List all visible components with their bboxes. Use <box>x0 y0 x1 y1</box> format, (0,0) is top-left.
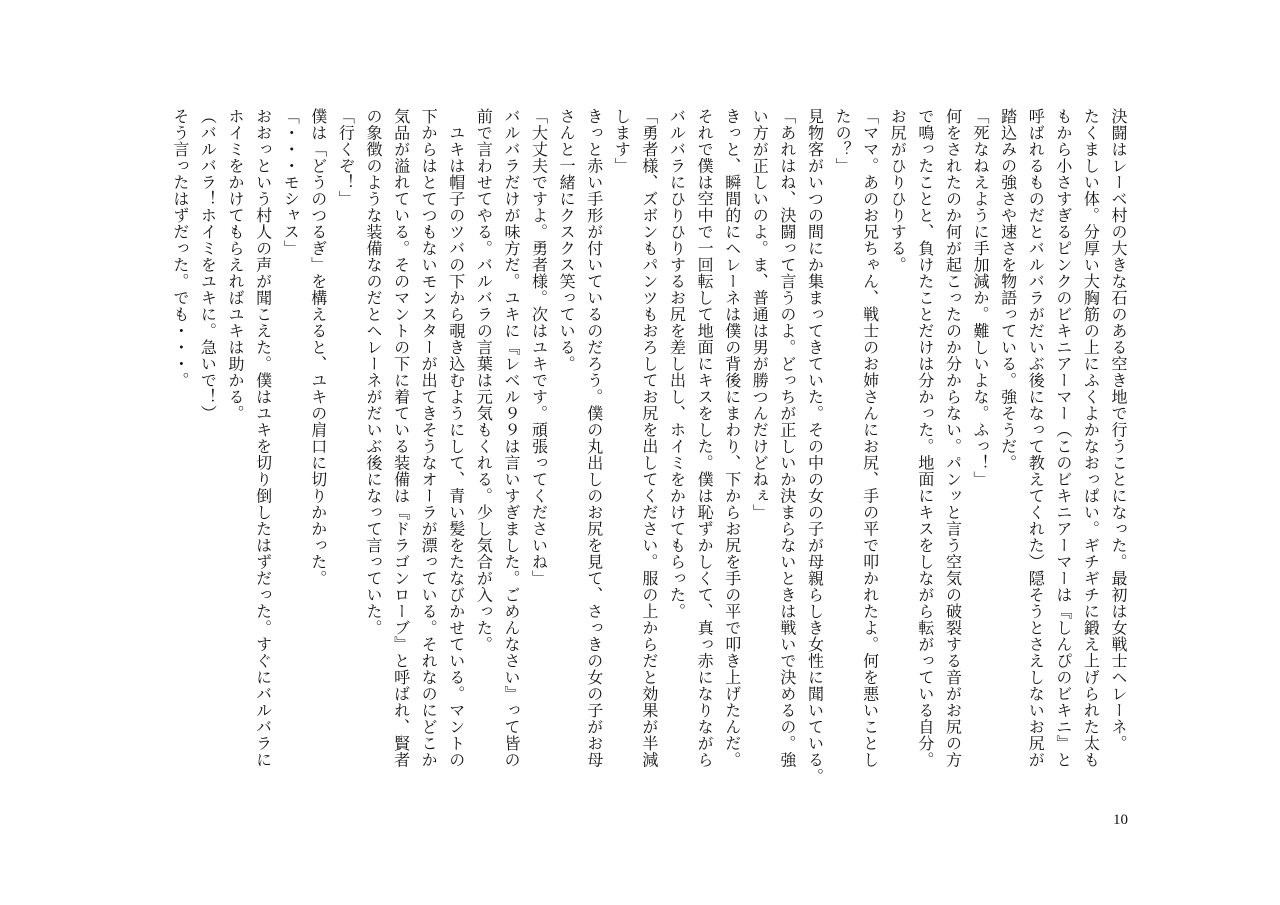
text-line: お尻がひりひりする。 <box>888 108 908 273</box>
text-line: バルバラだけが味方だ。ユキに『レベル９９は言いすぎました。ごめんなさい』って皆の <box>501 108 521 768</box>
text-line: きっと、瞬間的にヘレーネは僕の背後にまわり、下からお尻を手の平で叩き上げたんだ。 <box>722 108 742 768</box>
text-line: 「ママ。あのお兄ちゃん、戦士のお姉さんにお尻、手の平で叩かれたよ。何を悪いことし <box>860 108 880 768</box>
text-line: 何をされたのか何が起こったのか分からない。パンッと言う空気の破裂する音がお尻の方 <box>943 108 963 768</box>
text-line: 気品が溢れている。そのマントの下に着ている装備は『ドラゴンローブ』と呼ばれ、賢者 <box>391 108 411 768</box>
text-line: そう言ったはずだった。でも・・・。 <box>170 108 190 389</box>
text-line: 僕は「どうのつるぎ」を構えると、ユキの肩口に切りかかった。 <box>308 108 328 587</box>
text-line: バルバラにひりひりするお尻を差し出し、ホイミをかけてもらった。 <box>667 108 687 620</box>
text-line: 呼ばれるものだとバルバラがだいぶ後になって教えてくれた）隠そうとさえしないお尻が <box>1026 108 1046 768</box>
text-line: おおっという村人の声が聞こえた。僕はユキを切り倒したはずだった。すぐにバルバラに <box>253 108 273 768</box>
text-line: 見物客がいつの間にか集まってきていた。その中の女の子が母親らしき女性に聞いている。 <box>805 108 825 785</box>
text-line: 前で言わせてやる。バルバラの言葉は元気もくれる。少し気合が入った。 <box>474 108 494 653</box>
text-line: の象徴のような装備なのだとヘレーネがだいぶ後になって言っていた。 <box>363 108 383 636</box>
text-line: さんと一緒にクスクス笑っている。 <box>557 108 577 372</box>
page-number: 10 <box>1113 812 1128 828</box>
text-line: 「勇者様、ズボンもパンツもおろしてお尻を出してください。服の上からだと効果が半減 <box>639 108 659 768</box>
text-line: 踏込みの強さや速さを物語っている。強そうだ。 <box>998 108 1018 471</box>
text-line: 「死なねえように手加減か。難しいよな。ふっ！」 <box>971 108 991 488</box>
text-line: たくましい体。分厚い大胸筋の上にふくよかなおっぱい。ギチギチに鍛え上げられた太も <box>1081 108 1101 768</box>
text-line: で鳴ったことと、負けたことだけは分かった。地面にキスをしながら転がっている自分。 <box>915 108 935 768</box>
text-line: たの？」 <box>833 108 853 174</box>
text-line: ユキは帽子のツバの下から覗き込むようにして、青い髪をたなびかせている。マントの <box>446 108 466 768</box>
text-line: もから小さすぎるピンクのビキニアーマー（このビキニアーマーは『しんぴのビキニ』と <box>1053 108 1073 768</box>
text-line: 「大丈夫ですよ。勇者様。次はユキです。頑張ってくださいね」 <box>529 108 549 587</box>
text-line: きっと赤い手形が付いているのだろう。僕の丸出しのお尻を見て、さっきの女の子がお母 <box>584 108 604 768</box>
text-line: （バルバラ！ホイミをユキに。急いで！） <box>198 108 218 422</box>
text-line: ホイミをかけてもらえればユキは助かる。 <box>226 108 245 422</box>
text-line: 「あれはね、決闘って言うのよ。どっちが正しいか決まらないときは戦いで決めるの。強 <box>777 108 797 768</box>
vertical-text-body <box>166 108 1132 808</box>
text-line: い方が正しいのよ。ま、普通は男が勝つんだけどねぇ」 <box>750 108 770 521</box>
text-line: します」 <box>612 108 632 174</box>
text-line: 決闘はレーベ村の大きな石のある空き地で行うことになった。最初は女戦士ヘレーネ。 <box>1109 108 1128 752</box>
text-line: 下からはとてつもないモンスターが出てきそうなオーラが漂っている。それなのにどこか <box>419 108 439 768</box>
text-line: それで僕は空中で一回転して地面にキスをした。僕は恥ずかしくて、真っ赤になりながら <box>695 108 715 768</box>
text-line: 「行くぞ！」 <box>336 108 356 207</box>
text-line: 「・・・モシャス」 <box>281 108 301 257</box>
